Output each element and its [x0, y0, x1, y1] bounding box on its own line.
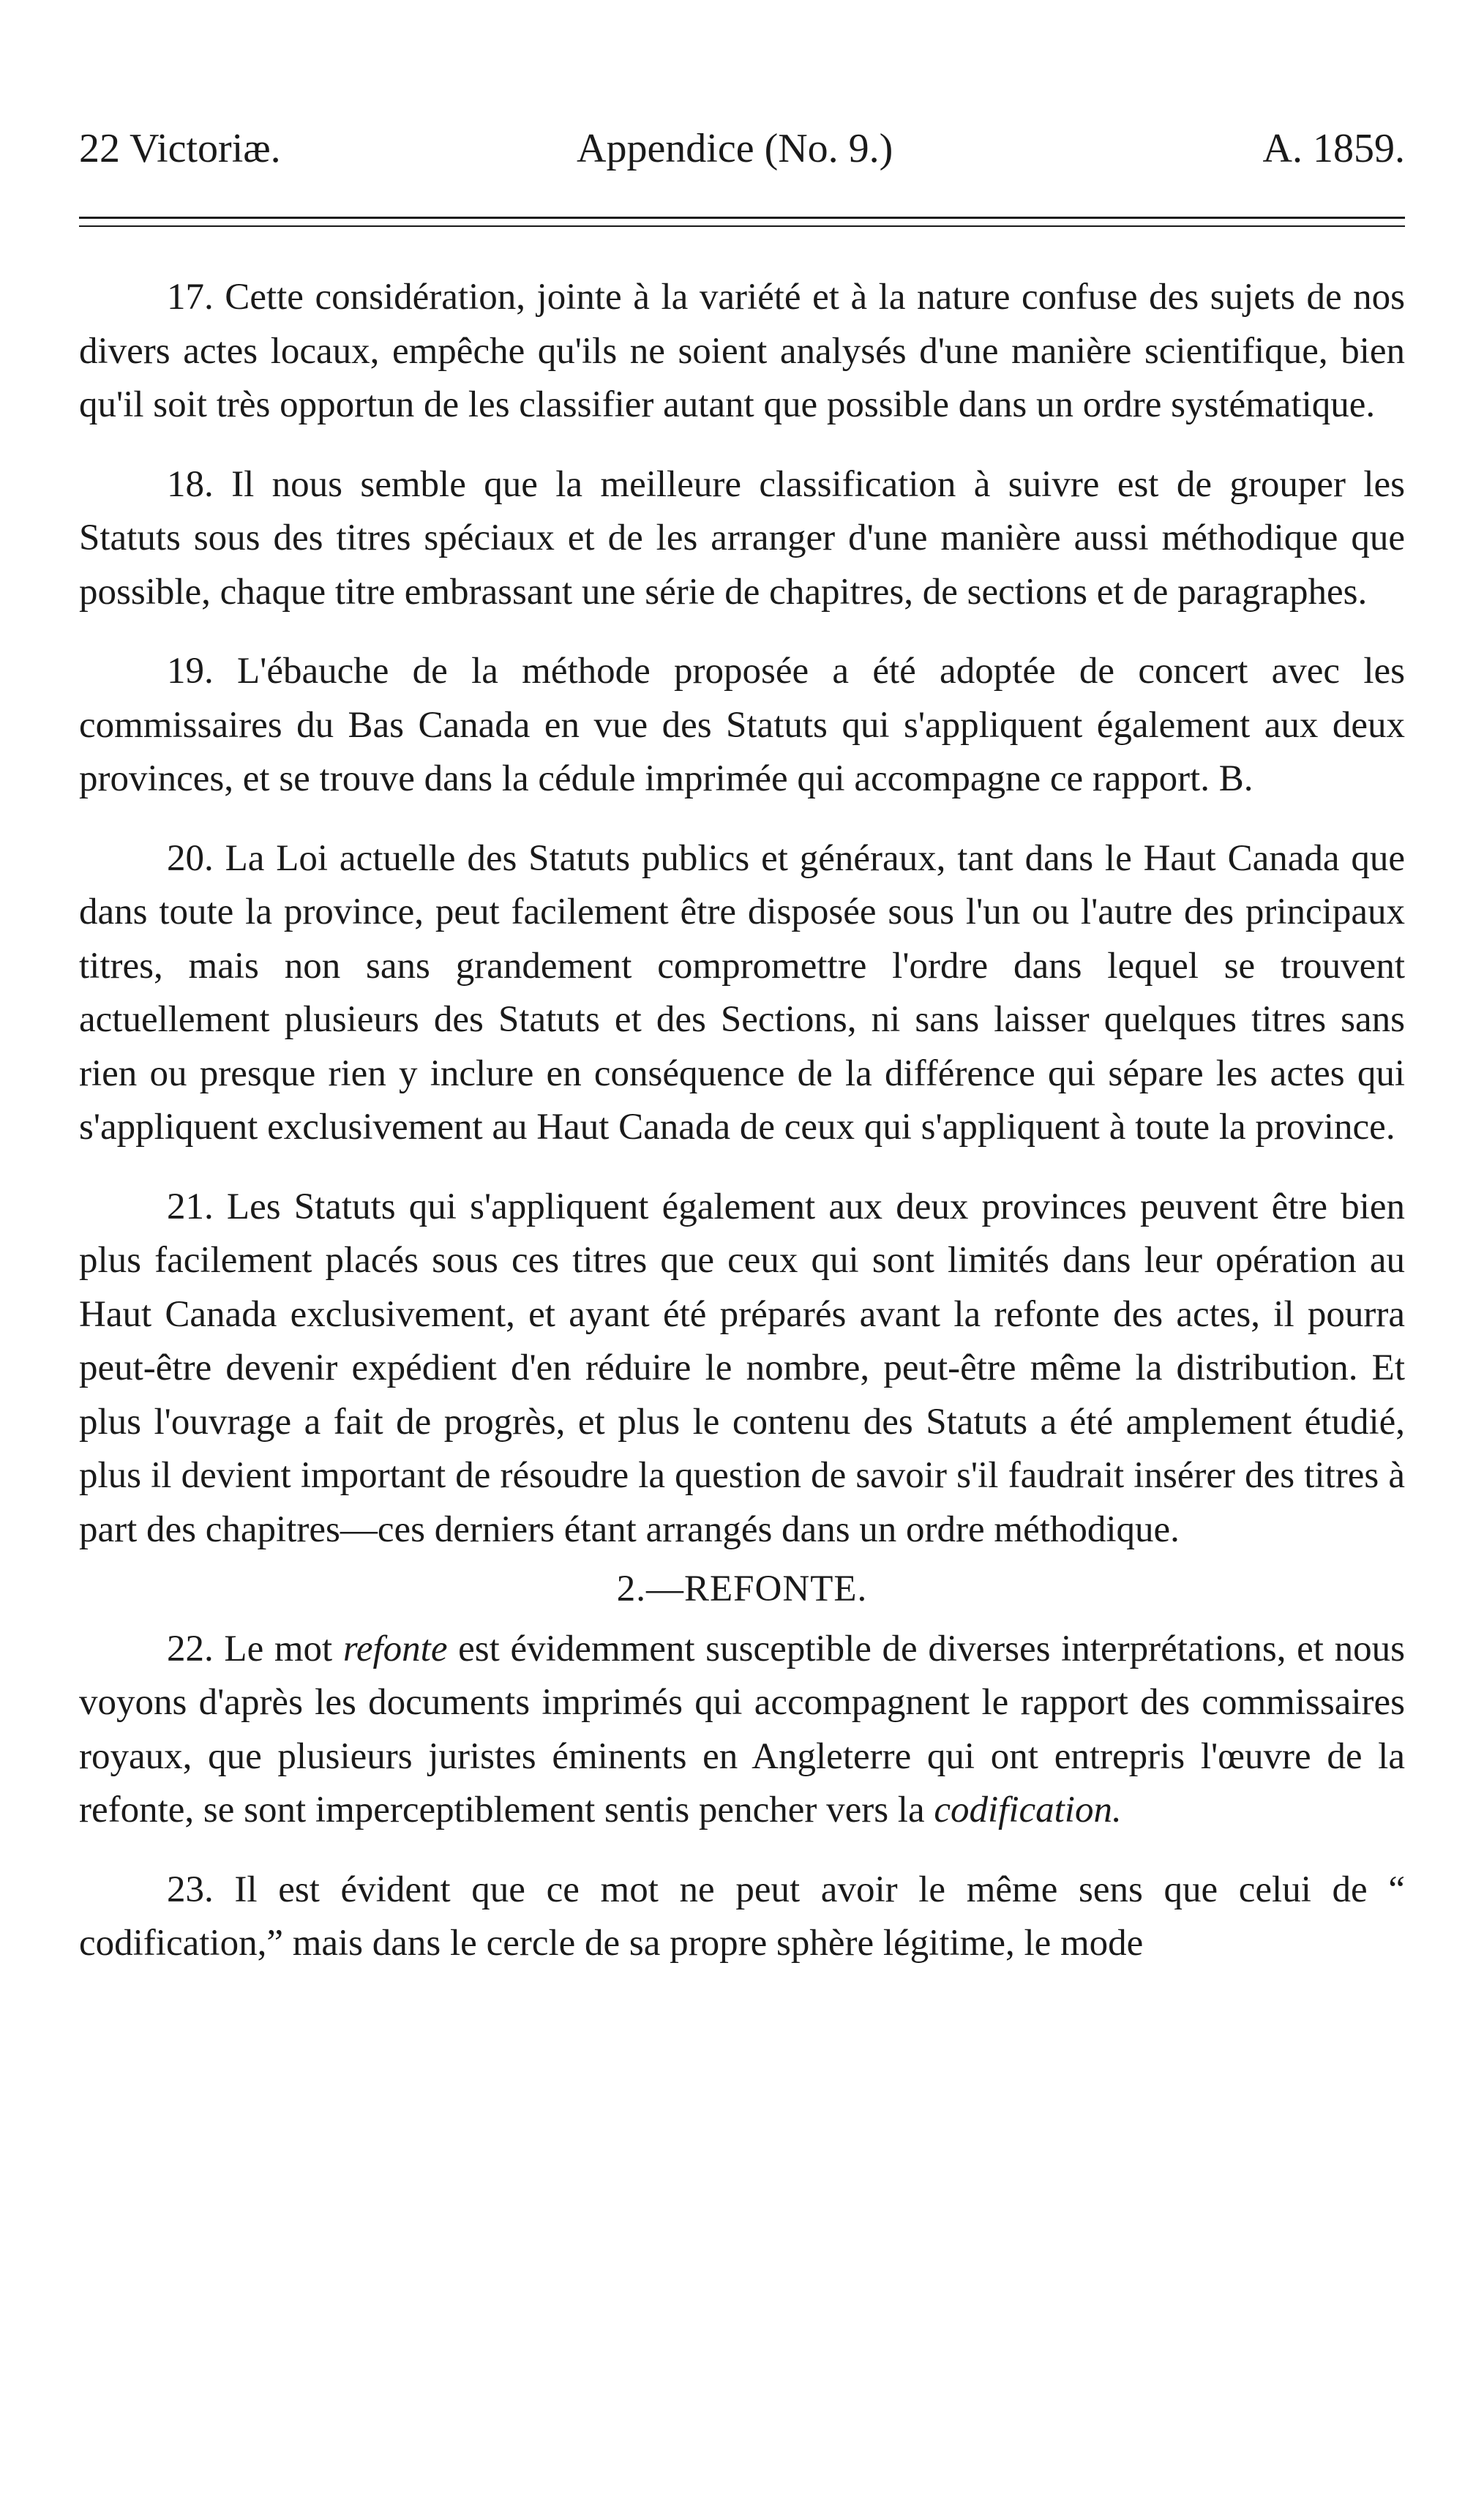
paragraph-22-text-a: 22. Le mot — [167, 1628, 343, 1669]
header-session: 22 Victoriæ. — [79, 126, 281, 171]
running-header — [79, 123, 1405, 174]
header-appendix: Appendice (No. 9.) — [577, 126, 893, 171]
paragraph-21: 21. Les Statuts qui s'appliquent également aux deux provinces peuvent être bien plus facilement placés sous ces titres que ceux qui sont limités dans leur opération au Haut Canada exclusivement, et ayant été préparés avant la refonte des actes, il pourra peut-être devenir expédient d'en réduire le nombre, peut-être même la distribution. Et plus l'ouvrage a fait de progrès, et plus le contenu des Statuts a été amplement étudié, plus il devient important de résoudre la question de savoir s'il faudrait insérer des titres à part des chapitres—ces derniers étant arrangés dans un ordre méthodique. — [79, 1186, 1405, 1550]
paragraph-22-italic-codification: codification. — [934, 1789, 1122, 1830]
section-heading: 2.—REFONTE. — [616, 1568, 868, 1609]
paragraph-17: 17. Cette considération, jointe à la variété et à la nature confuse des sujets de nos divers actes locaux, empêche qu'ils ne soient analysés d'une manière scientifique, bien qu'il soit très opportun de les classifier autant que possible dans un ordre systématique. — [79, 277, 1405, 425]
paragraph-22-text-b: est évidemment susceptible de diverses interprétations, et nous voyons d'après les documents imprimés qui accompagnent le rapport des commissaires royaux, que plusieurs juristes éminents en Angleterre qui ont entrepris l'œuvre de la refonte, se sont imperceptiblement sentis pencher vers la — [79, 1628, 1405, 1830]
paragraph-23: 23. Il est évident que ce mot ne peut avoir le même sens que celui de “ codification,” mais dans le cercle de sa propre sphère légitime, le mode — [79, 1869, 1405, 1964]
paragraph-20: 20. La Loi actuelle des Statuts publics et généraux, tant dans le Haut Canada que dans toute la province, peut facilement être disposée sous l'un ou l'autre des principaux titres, mais non sans grandement compromettre l'ordre dans lequel se trouvent actuellement plusieurs des Statuts et des Sections, ni sans laisser quelques titres sans rien ou presque rien y inclure en conséquence de la différence qui sépare les actes qui s'appliquent exclusivement au Haut Canada de ceux qui s'appliquent à toute la province. — [79, 837, 1405, 1148]
header-rule-top — [79, 217, 1405, 219]
paragraph-19: 19. L'ébauche de la méthode proposée a été adoptée de concert avec les commissaires du Bas Canada en vue des Statuts qui s'appliquent également aux deux provinces, et se trouve dans la cédule imprimée qui accompagne ce rapport. B. — [79, 651, 1405, 799]
paragraph-22 — [79, 1623, 1405, 1838]
paragraph-22-italic-refonte: refonte — [342, 1628, 448, 1669]
header-year: A. 1859. — [1262, 126, 1405, 171]
body-text — [79, 271, 1405, 1971]
paragraph-18: 18. Il nous semble que la meilleure classification à suivre est de grouper les Statuts sous des titres spéciaux et de les arranger d'une manière aussi méthodique que possible, chaque titre embrassant une série de chapitres, de sections et de paragraphes. — [79, 463, 1405, 613]
header-rule-bottom — [79, 225, 1405, 227]
